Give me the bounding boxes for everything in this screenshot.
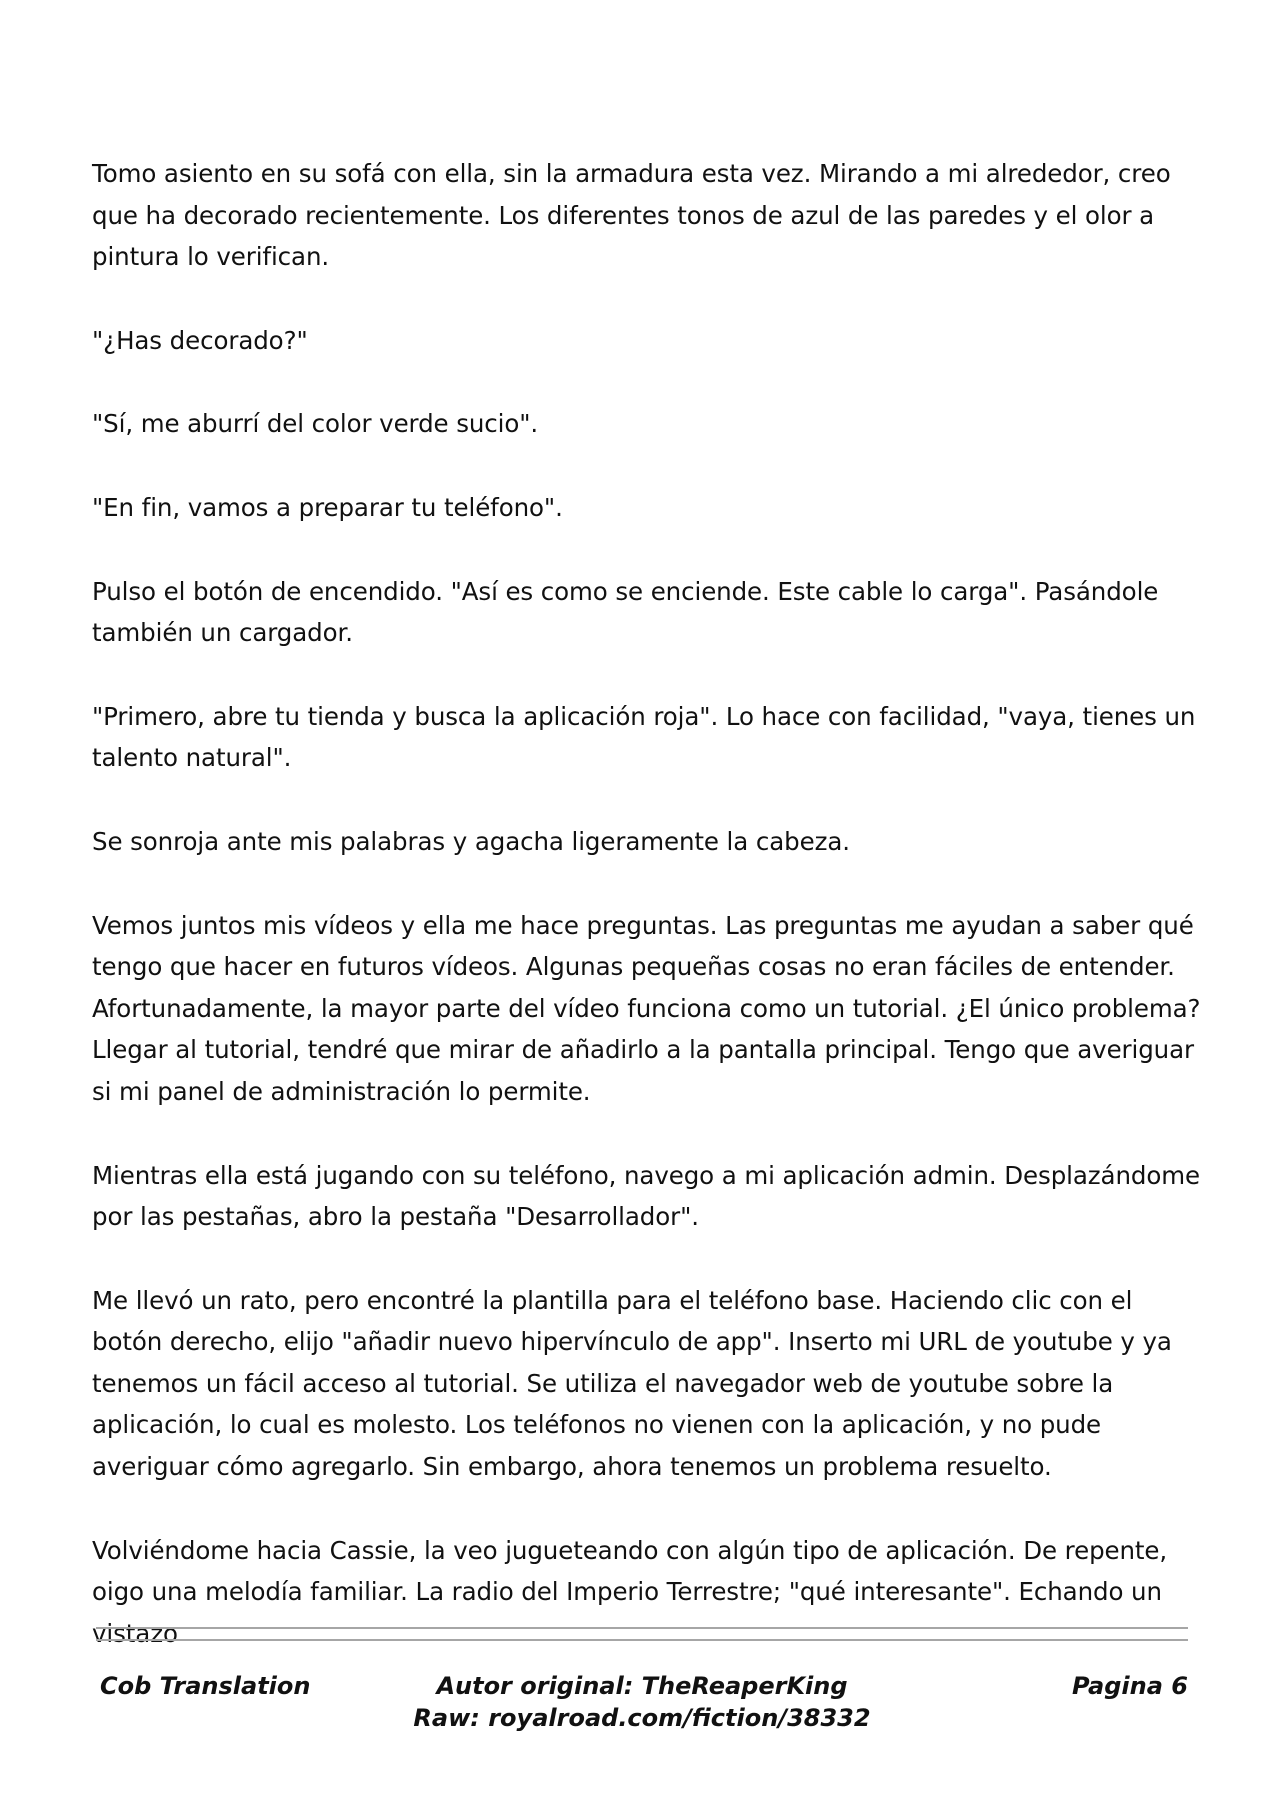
paragraph-10: Me llevó un rato, pero encontré la plantilla para el teléfono base. Haciendo clic con el botón derecho, elijo "añadir nuevo hipervínculo de app". Inserto mi URL de youtube y ya tenemos un fácil acceso al tutorial. Se utiliza el navegador web de youtube sobre la aplicación, lo cual es molesto. Los teléfonos no vienen con la aplicación, y no pude averiguar cómo agregarlo. Sin embargo, ahora tenemos un problema resuelto. [92,1285,1172,1482]
footer-credits [96,1670,1188,1734]
paragraph-6: "Primero, abre tu tienda y busca la aplicación roja". Lo hace con facilidad, "vaya, tienes un talento natural". [92,701,1196,773]
paragraph-1: Tomo asiento en su sofá con ella, sin la armadura esta vez. Mirando a mi alrededor, creo que ha decorado recientemente. Los diferentes tonos de azul de las paredes y el olor a pintura lo verifican. [92,159,1171,272]
page-body [92,153,1202,1696]
paragraph-8: Vemos juntos mis vídeos y ella me hace preguntas. Las preguntas me ayudan a saber qué tengo que hacer en futuros vídeos. Algunas pequeñas cosas no eran fáciles de entender. Afortunadamente, la mayor parte del vídeo funciona como un tutorial. ¿El único problema? Llegar al tutorial, tendré que mirar de añadirlo a la pantalla principal. Tengo que averiguar si mi panel de administración lo permite. [92,910,1201,1106]
paragraph-5: Pulso el botón de encendido. "Así es como se enciende. Este cable lo carga". Pasándole también un cargador. [92,576,1159,648]
paragraph-4: "En fin, vamos a preparar tu teléfono". [92,492,563,522]
paragraph-11: Volviéndome hacia Cassie, la veo jugueteando con algún tipo de aplicación. De repente, oigo una melodía familiar. La radio del Imperio Terrestre; "qué interesante". Echando un vistazo [92,1535,1168,1648]
footer-divider-top [96,1627,1188,1629]
footer-source: Raw: royalroad.com/fiction/38332 [413,1704,871,1732]
paragraph-2: "¿Has decorado?" [92,325,308,355]
footer-author: Autor original: TheReaperKing [436,1672,848,1700]
paragraph-3: "Sí, me aburrí del color verde sucio". [92,409,539,439]
paragraph-7: Se sonroja ante mis palabras y agacha ligeramente la cabeza. [92,826,850,856]
footer-translator: Cob Translation [100,1672,311,1700]
paragraph-9: Mientras ella está jugando con su teléfono, navego a mi aplicación admin. Desplazándome por las pestañas, abro la pestaña "Desarrollador". [92,1160,1200,1232]
page-number: Pagina 6 [1072,1672,1188,1700]
footer-divider-bottom [96,1639,1188,1641]
